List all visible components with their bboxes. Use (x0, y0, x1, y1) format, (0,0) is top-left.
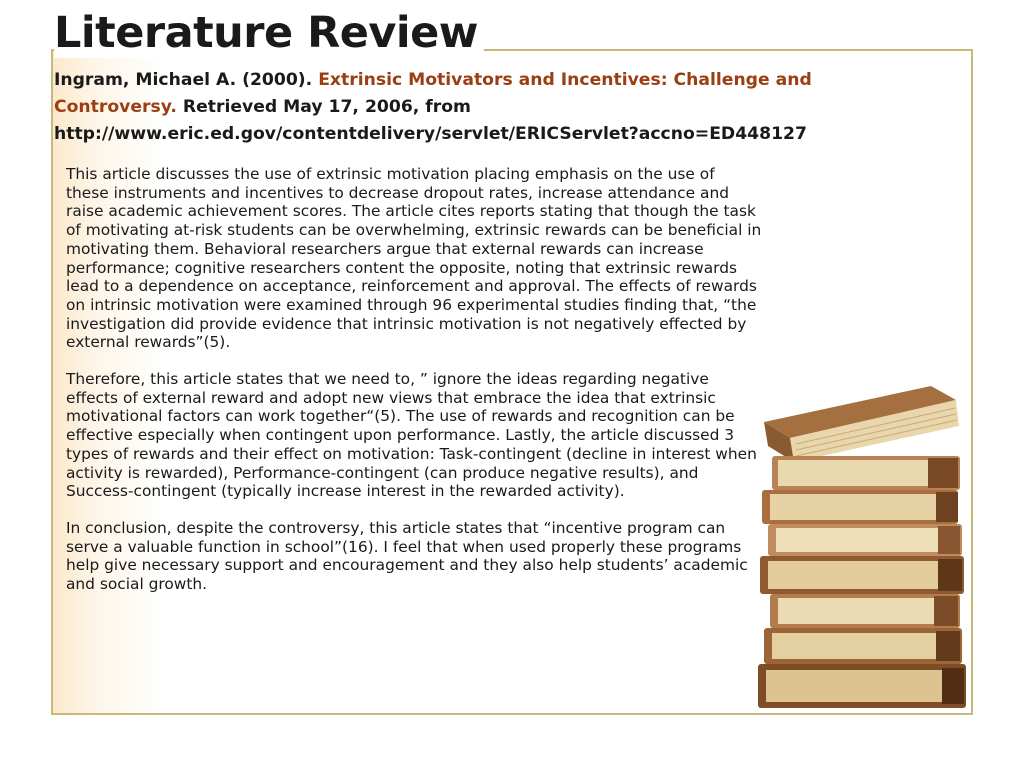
book-7 (764, 628, 962, 664)
citation-author-year: Ingram, Michael A. (2000). (54, 70, 313, 90)
book-top (764, 386, 959, 462)
book-3 (762, 490, 958, 524)
article-summary (66, 165, 762, 612)
citation (54, 67, 934, 148)
book-stack-image (756, 378, 970, 714)
book-bottom (758, 664, 966, 708)
citation-url: http://www.eric.ed.gov/contentdelivery/servlet/ERICServlet?accno=ED448127 (54, 124, 807, 144)
summary-paragraph-1: This article discusses the use of extrinsic motivation placing emphasis on the use of these instruments and incentives to decrease dropout rates, increase attendance and raise academic achievement scores. The article cites reports stating that though the task of motivating at-risk students can be overwhelming, extrinsic rewards can be beneficial in motivating them. Behavioral researchers argue that external rewards can increase performance; cognitive researchers content the opposite, noting that extrinsic rewards lead to a dependence on acceptance, reinforcement and approval. The effects of rewards on intrinsic motivation were examined through 96 experimental studies finding that, “the investigation did provide evidence that intrinsic motivation is not negatively effected by external rewards”(5). (66, 165, 762, 352)
slide-title: Literature Review (54, 8, 484, 58)
book-5 (760, 556, 964, 594)
summary-paragraph-3: In conclusion, despite the controversy, this article states that “incentive program can serve a valuable function in school”(16). I feel that when used properly these programs help give necessary support and encouragement and they also help students’ academic and social growth. (66, 518, 748, 594)
citation-retrieved: Retrieved May 17, 2006, from (182, 97, 471, 117)
summary-paragraph-2: Therefore, this article states that we need to, ” ignore the ideas regarding negative effects of external reward and adopt new views that embrace the idea that extrinsic motivational factors can work together“(5). The use of rewards and recognition can be effective especially when contingent upon performance. Lastly, the article discussed 3 types of rewards and their effect on motivation: Task-contingent (decline in interest when activity is rewarded), Performance-contingent (can produce negative results), and Success-contingent (typically increase interest in the rewarded activity). (66, 370, 757, 501)
book-4 (768, 524, 962, 556)
citation-source-title: Extrinsic Motivators and Incentives: Challenge and Controversy. (54, 70, 812, 117)
book-2 (772, 456, 960, 490)
book-6 (770, 594, 960, 628)
